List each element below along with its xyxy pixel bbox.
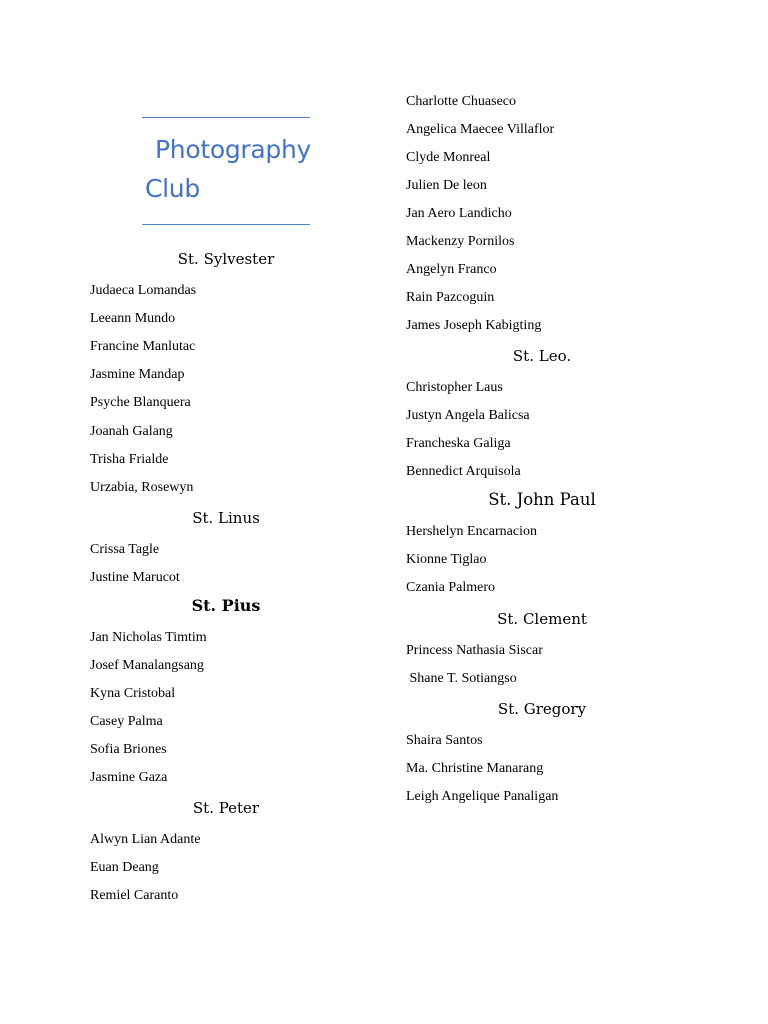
club-title-block bbox=[142, 116, 310, 226]
member-name: Jan Nicholas Timtim bbox=[90, 630, 207, 645]
group-heading-st-pius: St. Pius bbox=[191, 596, 261, 615]
title-top-rule bbox=[142, 117, 310, 118]
member-name: Judaeca Lomandas bbox=[90, 283, 197, 298]
member-name: Trisha Frialde bbox=[90, 452, 169, 467]
page-title bbox=[145, 130, 315, 208]
member-name: Francheska Galiga bbox=[406, 436, 511, 451]
member-name: Joanah Galang bbox=[90, 424, 173, 439]
group-heading-st-peter: St. Peter bbox=[192, 799, 260, 817]
page-title-line-1: Photography bbox=[155, 135, 311, 164]
member-name: Shane T. Sotiangso bbox=[406, 671, 517, 686]
member-name: Bennedict Arquisola bbox=[406, 464, 521, 479]
member-name: Angelyn Franco bbox=[406, 262, 497, 277]
group-heading-st-linus: St. Linus bbox=[192, 509, 260, 527]
member-name: Rain Pazcoguin bbox=[406, 290, 495, 305]
member-name: Euan Deang bbox=[90, 860, 159, 875]
member-name: Ma. Christine Manarang bbox=[406, 761, 544, 776]
member-name: Jasmine Mandap bbox=[90, 367, 185, 382]
member-name: Mackenzy Pornilos bbox=[406, 234, 515, 249]
member-name: Remiel Caranto bbox=[90, 888, 179, 903]
member-name: Christopher Laus bbox=[406, 380, 503, 395]
member-name: Charlotte Chuaseco bbox=[406, 94, 517, 109]
member-name: Francine Manlutac bbox=[90, 339, 196, 354]
member-name: James Joseph Kabigting bbox=[406, 318, 542, 333]
group-heading-st-john-paul: St. John Paul bbox=[488, 490, 596, 509]
member-name: Jan Aero Landicho bbox=[406, 206, 512, 221]
title-bottom-rule bbox=[142, 224, 310, 225]
member-name: Czania Palmero bbox=[406, 580, 496, 595]
group-heading-st-leo: St. Leo. bbox=[512, 347, 572, 365]
member-name: Urzabia, Rosewyn bbox=[90, 480, 194, 495]
group-heading-st-sylvester: St. Sylvester bbox=[177, 250, 275, 268]
member-name: Clyde Monreal bbox=[406, 150, 491, 165]
member-name: Julien De leon bbox=[406, 178, 487, 193]
member-name: Justyn Angela Balicsa bbox=[406, 408, 530, 423]
member-name: Casey Palma bbox=[90, 714, 163, 729]
member-name: Leigh Angelique Panaligan bbox=[406, 789, 559, 804]
member-name: Angelica Maecee Villaflor bbox=[406, 122, 555, 137]
member-name: Jasmine Gaza bbox=[90, 770, 168, 785]
group-heading-st-clement: St. Clement bbox=[497, 610, 587, 628]
group-heading-st-gregory: St. Gregory bbox=[497, 700, 587, 718]
member-name: Alwyn Lian Adante bbox=[90, 832, 201, 847]
member-name: Josef Manalangsang bbox=[90, 658, 204, 673]
member-name: Kyna Cristobal bbox=[90, 686, 176, 701]
member-name: Kionne Tiglao bbox=[406, 552, 487, 567]
member-name: Sofia Briones bbox=[90, 742, 167, 757]
member-name: Leeann Mundo bbox=[90, 311, 176, 326]
member-name: Shaira Santos bbox=[406, 733, 483, 748]
member-name: Hershelyn Encarnacion bbox=[406, 524, 537, 539]
page-title-line-2: Club bbox=[145, 174, 200, 203]
member-name: Psyche Blanquera bbox=[90, 395, 191, 410]
member-name: Crissa Tagle bbox=[90, 542, 160, 557]
member-name: Justine Marucot bbox=[90, 570, 180, 585]
member-name: Princess Nathasia Siscar bbox=[406, 643, 543, 658]
